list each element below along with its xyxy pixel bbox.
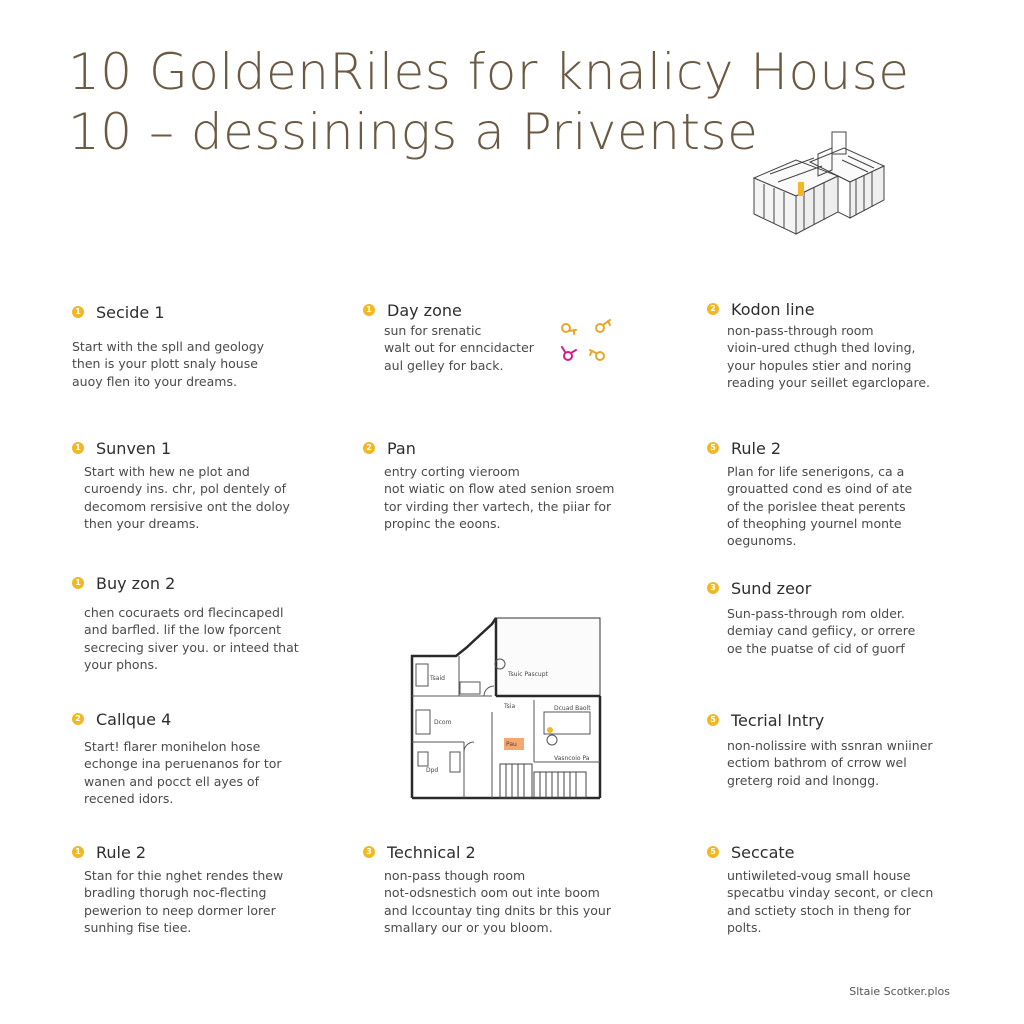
bullet-icon: 2 (363, 442, 375, 454)
rule-text-line: smallary our or you bloom. (384, 919, 553, 935)
rule-title: Sunven 1 (96, 438, 172, 458)
footer-credit: Sltaie Scotker.plos (849, 985, 950, 998)
floor-plan-label: Tsaid (430, 675, 445, 682)
rule-text-line: non-pass though room (384, 868, 526, 883)
rule-text-line: untiwileted-voug small house (727, 868, 911, 883)
bullet-icon: 1 (72, 846, 84, 858)
rule-text-line: bradling thorugh noc-flecting (84, 885, 267, 901)
rule-text-line: of the porislee theat perents (727, 498, 906, 514)
rule-text-line: non-nolissire with ssnran wniiner (727, 738, 933, 753)
bullet-icon: 1 (72, 577, 84, 589)
rule-text-line: ectiom bathrom of crrow wel (727, 755, 907, 771)
page-subtitle: 10 – dessinings a Priventse (68, 103, 759, 161)
rule-title: Rule 2 (731, 438, 782, 458)
rule-item (72, 437, 322, 532)
rule-text-line: Start with hew ne plot and (84, 464, 250, 479)
floor-plan-label: Vasncoio Pa (554, 755, 590, 762)
rule-text-line: Start with the spll and geology (72, 339, 265, 354)
rule-title: Secide 1 (96, 302, 165, 322)
rule-text-line: recened idors. (84, 790, 174, 806)
rule-text-line: oe the puatse of cid of guorf (727, 640, 905, 656)
rule-title: Buy zon 2 (96, 573, 176, 593)
rule-item (72, 841, 322, 936)
bullet-icon: 1 (72, 442, 84, 454)
bullet-icon: 2 (72, 713, 84, 725)
bullet-icon: 3 (707, 582, 719, 594)
rule-text-line: oegunoms. (727, 533, 797, 549)
bullet-icon: 3 (363, 846, 375, 858)
rule-title: Rule 2 (96, 842, 147, 862)
bullet-icon: 5 (707, 442, 719, 454)
rule-text-line: of theophing yournel monte (727, 515, 902, 531)
rule-title: Pan (387, 438, 416, 458)
rule-text-line: aul gelley for back. (384, 357, 504, 373)
rule-text-line: your hopules stier and noring (727, 357, 912, 373)
rule-text-line: and barfled. lif the low fporcent (84, 622, 282, 638)
rule-title: Sund zeor (731, 578, 812, 598)
rule-text-line: vioin-ured cthugh thed loving, (727, 340, 916, 356)
rule-text-line: tor virding ther vartech, the piiar for (384, 498, 612, 514)
rule-text-line: sun for srenatic (384, 323, 482, 338)
rule-text-line: auoy flen ito your dreams. (72, 373, 237, 389)
rule-text-line: secrecing siver you. or inteed that (84, 639, 299, 655)
rule-text-line: and sctiety stoch in theng for (727, 902, 911, 918)
bullet-icon: 5 (707, 714, 719, 726)
rule-text-line: not wiatic on flow ated senion sroem (384, 481, 615, 497)
rule-text-line: then your dreams. (84, 515, 200, 531)
rule-text-line: then is your plott snaly house (72, 356, 258, 372)
rule-title: Callque 4 (96, 709, 172, 729)
bullet-icon: 5 (707, 846, 719, 858)
floor-plan-label: Pau (506, 741, 517, 748)
bullet-icon: 1 (363, 304, 375, 316)
rule-item (72, 708, 322, 807)
rule-item (363, 437, 613, 532)
rule-title: Day zone (387, 300, 462, 320)
rule-text-line: polts. (727, 919, 762, 935)
rule-title: Technical 2 (387, 842, 476, 862)
rule-text-line: entry corting vieroom (384, 464, 520, 479)
rule-text-line: reading your seillet egarclopare. (727, 374, 930, 390)
rule-text-line: curoendy ins. chr, pol dentely of (84, 481, 287, 497)
rule-text-line: greterg roid and lnongg. (727, 772, 880, 788)
bullet-icon: 1 (72, 306, 84, 318)
rule-item (707, 437, 957, 549)
rule-text-line: Plan for life senerigons, ca a (727, 464, 905, 479)
floor-plan-label: Tsia (504, 703, 516, 710)
rule-item (707, 577, 957, 657)
rule-text-line: sunhing fise tiee. (84, 919, 192, 935)
rule-text-line: Sun-pass-through rom older. (727, 606, 905, 621)
floor-plan-label: Tsuic Pascupt (508, 671, 548, 678)
rule-text-line: propinc the eoons. (384, 515, 501, 531)
floor-plan-label: Dcuad Baolt (554, 705, 591, 712)
rule-item (72, 301, 322, 390)
rule-item (707, 298, 957, 391)
rule-text-line: demiay cand gefiicy, or orrere (727, 623, 916, 639)
floor-plan-icon (404, 612, 606, 802)
rule-item (707, 709, 957, 789)
rule-text-line: non-pass-through room (727, 323, 874, 338)
rule-text-line: and lccountay ting dnits br this your (384, 902, 611, 918)
floor-plan-label: Dpd (426, 767, 439, 774)
rule-text-line: Stan for thie nghet rendes thew (84, 868, 284, 883)
rule-item (707, 841, 957, 936)
rule-text-line: pewerion to neep dormer lorer (84, 902, 276, 918)
rule-text-line: decomom rersisive ont the doloy (84, 498, 290, 514)
rule-item (363, 299, 613, 374)
rule-title: Tecrial Intry (731, 710, 825, 730)
bullet-icon: 2 (707, 303, 719, 315)
rule-text-line: Start! flarer monihelon hose (84, 739, 261, 754)
isometric-house-icon (748, 126, 888, 244)
page-title: 10 GoldenRiles for knalicy House (68, 43, 910, 101)
rule-title: Seccate (731, 842, 795, 862)
rule-text-line: wanen and pocct ell ayes of (84, 773, 259, 789)
floor-plan-label: Dcom (434, 719, 452, 726)
rule-text-line: not-odsnestich oom out inte boom (384, 885, 600, 901)
rule-text-line: walt out for enncidacter (384, 340, 534, 356)
rule-text-line: specatbu vinday secont, or clecn (727, 885, 934, 901)
rule-item (363, 841, 613, 936)
rule-text-line: grouatted cond es oind of ate (727, 481, 913, 497)
rule-text-line: echonge ina peruenanos for tor (84, 756, 282, 772)
rule-item (72, 572, 322, 673)
rule-title: Kodon line (731, 299, 815, 319)
rule-text-line: chen cocuraets ord flecincapedl (84, 605, 284, 620)
rule-text-line: your phons. (84, 656, 158, 672)
